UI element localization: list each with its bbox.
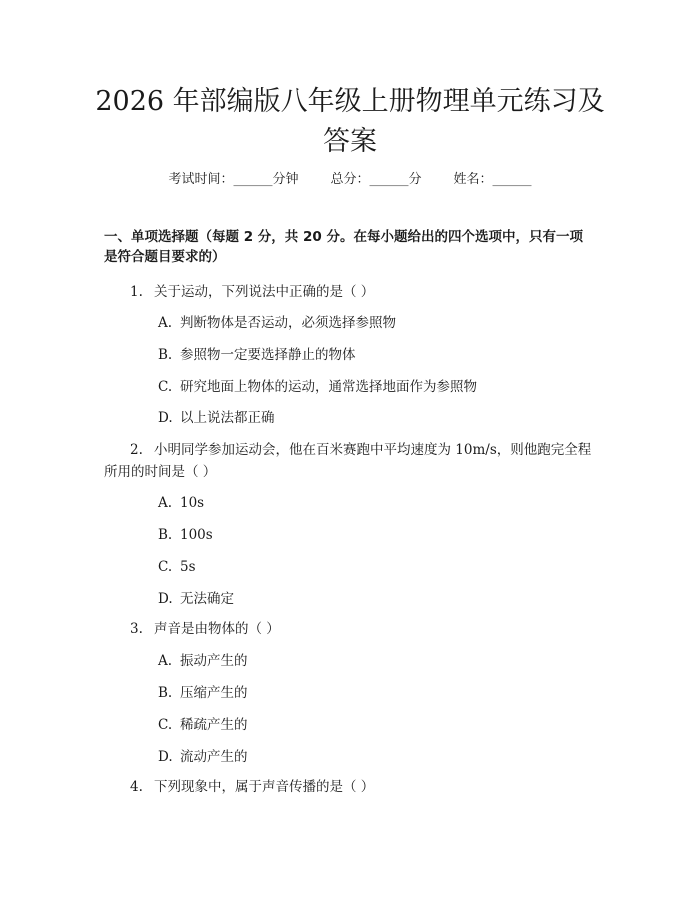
- option-1d: [158, 408, 275, 428]
- exam-time: 考试时间：______分钟: [168, 172, 299, 187]
- question-number: 3.: [130, 621, 143, 637]
- option-letter: B.: [158, 527, 173, 543]
- section-heading: 一、单项选择题（每题 2 分，共 20 分。在每小题给出的四个选项中，只有一项是符合题目要求的）: [104, 229, 583, 265]
- option-text: 振动产生的: [180, 653, 248, 669]
- option-text: 5s: [180, 559, 196, 575]
- option-letter: D.: [158, 749, 173, 765]
- option-text: 以上说法都正确: [180, 410, 275, 426]
- question-number: 4.: [130, 779, 143, 795]
- exam-score: 总分：______分: [330, 172, 422, 187]
- option-letter: A.: [158, 315, 173, 331]
- option-text: 压缩产生的: [180, 685, 248, 701]
- option-letter: B.: [158, 685, 173, 701]
- question-4: [104, 776, 596, 798]
- option-3c: [158, 715, 248, 735]
- option-text: 流动产生的: [180, 749, 248, 765]
- option-letter: A.: [158, 495, 173, 511]
- option-3d: [158, 747, 248, 767]
- option-letter: C.: [158, 717, 173, 733]
- question-number: 1.: [130, 284, 143, 300]
- option-3a: [158, 651, 248, 671]
- question-3: [104, 618, 596, 640]
- option-1c: [158, 377, 477, 397]
- student-name: 姓名：______: [453, 172, 532, 187]
- option-letter: C.: [158, 559, 173, 575]
- option-1a: [158, 313, 396, 333]
- option-3b: [158, 683, 248, 703]
- option-2d: [158, 589, 234, 609]
- option-text: 稀疏产生的: [180, 717, 248, 733]
- option-letter: B.: [158, 347, 173, 363]
- question-text: 下列现象中，属于声音传播的是（ ）: [154, 779, 375, 795]
- option-text: 研究地面上物体的运动，通常选择地面作为参照物: [180, 379, 477, 395]
- exam-meta: [0, 168, 700, 187]
- option-text: 参照物一定要选择静止的物体: [180, 347, 356, 363]
- question-1: [104, 281, 596, 303]
- option-2b: [158, 525, 213, 545]
- question-text: 声音是由物体的（ ）: [154, 621, 280, 637]
- question-text: 小明同学参加运动会，他在百米赛跑中平均速度为 10m/s，则他跑完全程所用的时间是（ ）: [104, 442, 592, 480]
- option-letter: A.: [158, 653, 173, 669]
- option-1b: [158, 345, 356, 365]
- option-text: 无法确定: [180, 591, 234, 607]
- page-title: 2026 年部编版八年级上册物理单元练习及答案: [95, 86, 605, 157]
- question-text: 关于运动，下列说法中正确的是（ ）: [154, 284, 375, 300]
- option-text: 100s: [180, 527, 213, 543]
- question-2: [104, 439, 596, 483]
- option-letter: D.: [158, 591, 173, 607]
- question-number: 2.: [130, 442, 143, 458]
- option-letter: C.: [158, 379, 173, 395]
- option-text: 判断物体是否运动，必须选择参照物: [180, 315, 396, 331]
- option-text: 10s: [180, 495, 205, 511]
- option-letter: D.: [158, 410, 173, 426]
- option-2c: [158, 557, 196, 577]
- option-2a: [158, 493, 204, 513]
